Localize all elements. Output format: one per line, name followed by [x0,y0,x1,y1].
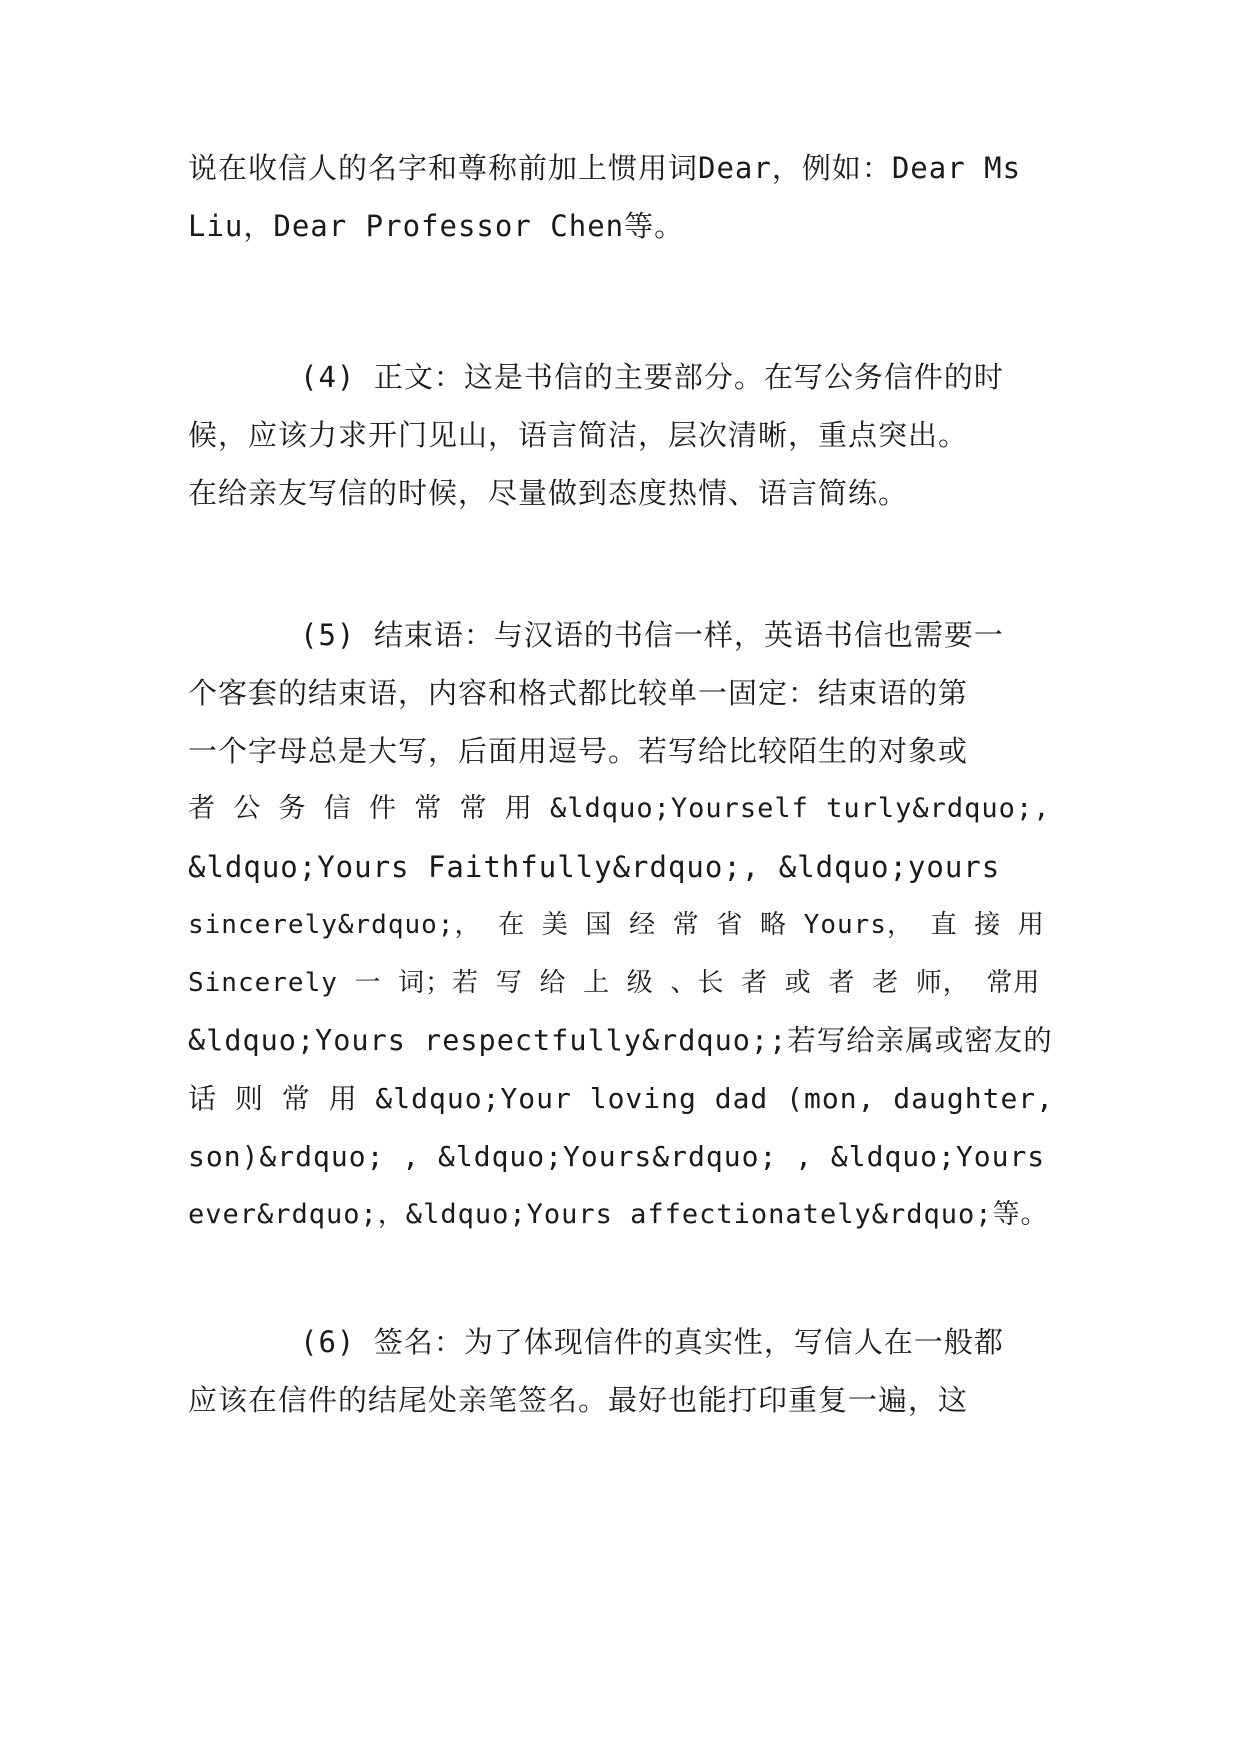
paragraph-body-section [188,348,1054,522]
text-line: &ldquo;Yours respectfully&rdquo;;若写给亲属或密友的 [188,1024,1053,1057]
text-line: (6) 签名：为了体现信件的真实性，写信人在一般都 [300,1325,1004,1359]
text-line: 应该在信件的结尾处亲笔签名。最好也能打印重复一遍，这 [188,1383,969,1417]
paragraph-closing-section [188,606,1054,1244]
text-line: 话 则 常 用 &ldquo;Your loving dad (mon, daughter, [188,1082,1054,1115]
text-line: 说在收信人的名字和尊称前加上惯用词Dear，例如：Dear Ms [188,151,1022,185]
text-line: Sincerely 一 词；若 写 给 上 级 、长 者 或 者 老 师， 常用 [188,968,1041,998]
text-line: sincerely&rdquo;， 在 美 国 经 常 省 略 Yours， 直 接 用 [188,910,1045,940]
text-line: 在给亲友写信的时候，尽量做到态度热情、语言简练。 [188,476,909,510]
text-line: &ldquo;Yours Faithfully&rdquo;, &ldquo;yours [188,850,1001,884]
text-line: 者 公 务 信 件 常 常 用 &ldquo;Yourself turly&rdquo;, [188,793,1051,824]
text-line: 候，应该力求开门见山，语言简洁，层次清晰，重点突出。 [188,418,969,452]
text-line: 一个字母总是大写，后面用逗号。若写给比较陌生的对象或 [188,734,969,768]
text-line: (5) 结束语：与汉语的书信一样，英语书信也需要一 [300,618,1004,652]
text-line: Liu，Dear Professor Chen等。 [188,209,685,243]
paragraph-signature-section [188,1313,1054,1429]
text-line: 个客套的结束语，内容和格式都比较单一固定：结束语的第 [188,676,969,710]
paragraph-greeting-continued [188,139,1054,255]
text-line: (4) 正文：这是书信的主要部分。在写公务信件的时 [300,360,1004,394]
text-line: son)&rdquo; , &ldquo;Yours&rdquo; , &ldquo;Yours [188,1140,1046,1173]
text-line: ever&rdquo;，&ldquo;Yours affectionately&rdquo;等。 [188,1199,1049,1230]
